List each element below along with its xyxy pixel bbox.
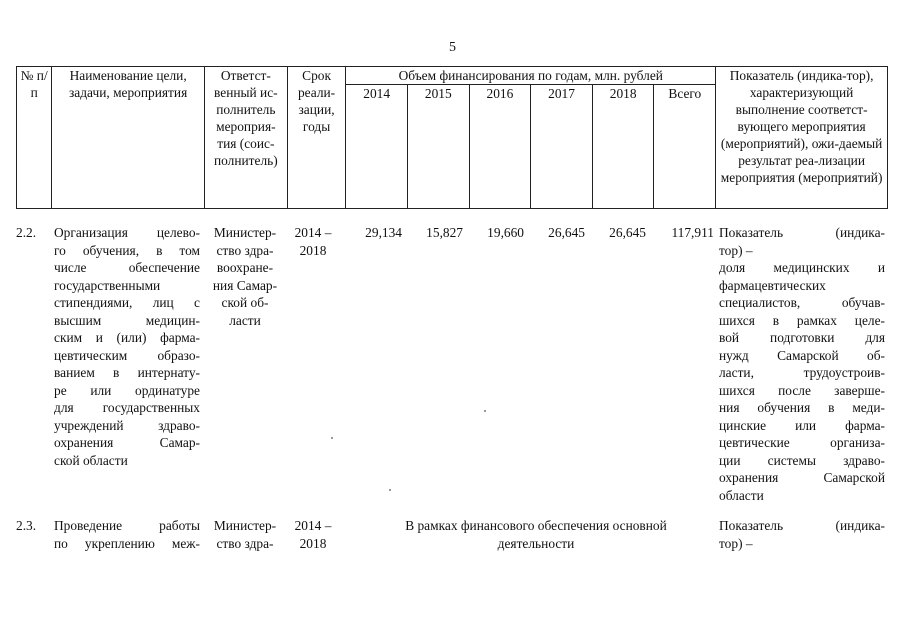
text-line: ской об- (221, 295, 269, 310)
header-term: Срок реали-зации, годы (287, 67, 346, 209)
text-line: доля медицинских и (719, 260, 885, 275)
header-indicator: Показатель (индика-тор), характеризующий выполнение соответст-вующего мероприятия (мероприятий), ожи-даемый результат реа-лизации мероприятия (мероприятий) (716, 67, 888, 209)
text-line: Министер- (213, 518, 277, 533)
header-responsible: Ответст-венный ис-полнитель мероприя-тия (соис-полнитель) (204, 67, 287, 209)
header-financing: Объем финансирования по годам, млн. рублей (346, 67, 716, 85)
text-line: 2014 – (294, 518, 332, 533)
text-line: ре или ординатуре (54, 382, 200, 398)
text-line: нужд Самарской об- (719, 347, 885, 363)
row-name (54, 224, 200, 469)
text-line: Организация целево- (54, 225, 200, 240)
text-line: ским и (или) фарма- (54, 330, 200, 345)
text-line: ции системы здраво- (719, 452, 885, 468)
text-line: 2018 (299, 242, 327, 258)
header-year-2015: 2015 (407, 85, 469, 209)
text-line: высшим медицин- (54, 312, 200, 328)
text-line: фармацевтических (719, 277, 826, 293)
header-num: № п/п (17, 67, 52, 209)
text-line: охранения Самар- (54, 435, 200, 450)
table-header (16, 66, 888, 209)
text-line: ния обучения в меди- (719, 400, 885, 415)
text-line: ство здра- (216, 242, 274, 258)
row-term (284, 517, 342, 552)
text-line: охранения Самарской (719, 470, 885, 485)
text-line: по укреплению меж- (54, 535, 200, 551)
text-line: шихся в рамках целе- (719, 312, 885, 328)
header-year-2016: 2016 (469, 85, 531, 209)
text-line: ванием в интернату- (54, 365, 200, 380)
row-term (284, 224, 342, 259)
text-line: стипендиями, лиц с (54, 295, 200, 310)
text-line: цевтические организа- (719, 435, 885, 450)
row-name (54, 517, 200, 552)
value-2014: 29,134 (365, 225, 402, 240)
text-line: деятельности (497, 535, 575, 551)
text-line: специалистов, обучав- (719, 295, 885, 310)
scan-speck (331, 437, 333, 439)
financing-note (356, 517, 716, 552)
row-responsible (206, 517, 284, 552)
text-line: Показатель (индика- (719, 225, 885, 240)
page-number: 5 (449, 40, 456, 55)
header-year-2014: 2014 (346, 85, 408, 209)
text-line: В рамках финансового обеспечения основной (405, 518, 667, 533)
text-line: вой подготовки для (719, 330, 885, 345)
text-line: цинские или фарма- (719, 417, 885, 433)
header-total: Всего (654, 85, 716, 209)
scan-speck (389, 489, 391, 491)
value-2017: 26,645 (548, 225, 585, 240)
text-line: учреждений здраво- (54, 417, 200, 433)
text-line: тор) – (719, 242, 753, 258)
scan-speck (484, 410, 486, 412)
text-line: цевтическим образо- (54, 347, 200, 363)
text-line: Показатель (индика- (719, 518, 885, 533)
row-number: 2.2. (16, 225, 37, 240)
row-indicator (719, 517, 885, 552)
text-line: ния Самар- (212, 277, 278, 293)
row-indicator (719, 224, 885, 504)
text-line: го обучения, в том (54, 242, 200, 258)
text-line: ласти (229, 312, 261, 328)
text-line: тор) – (719, 535, 753, 551)
header-name: Наименование цели, задачи, мероприятия (52, 67, 205, 209)
text-line: 2018 (299, 535, 327, 551)
text-line: 2014 – (294, 225, 332, 240)
text-line: Министер- (213, 225, 277, 240)
text-line: числе обеспечение (54, 260, 200, 275)
text-line: ство здра- (216, 535, 274, 551)
text-line: воохране- (216, 260, 274, 275)
text-line: ской области (54, 452, 128, 468)
row-number: 2.3. (16, 518, 37, 533)
text-line: для государственных (54, 400, 200, 415)
value-2015: 15,827 (426, 225, 463, 240)
header-year-2017: 2017 (531, 85, 593, 209)
value-2016: 19,660 (487, 225, 524, 240)
text-line: государственными (54, 277, 161, 293)
value-2018: 26,645 (609, 225, 646, 240)
text-line: шихся после заверше- (719, 382, 885, 398)
header-year-2018: 2018 (592, 85, 654, 209)
row-responsible (206, 224, 284, 329)
value-total: 117,911 (671, 225, 714, 240)
text-line: Проведение работы (54, 518, 200, 533)
text-line: области (719, 487, 764, 503)
text-line: ласти, трудоустроив- (719, 365, 885, 380)
